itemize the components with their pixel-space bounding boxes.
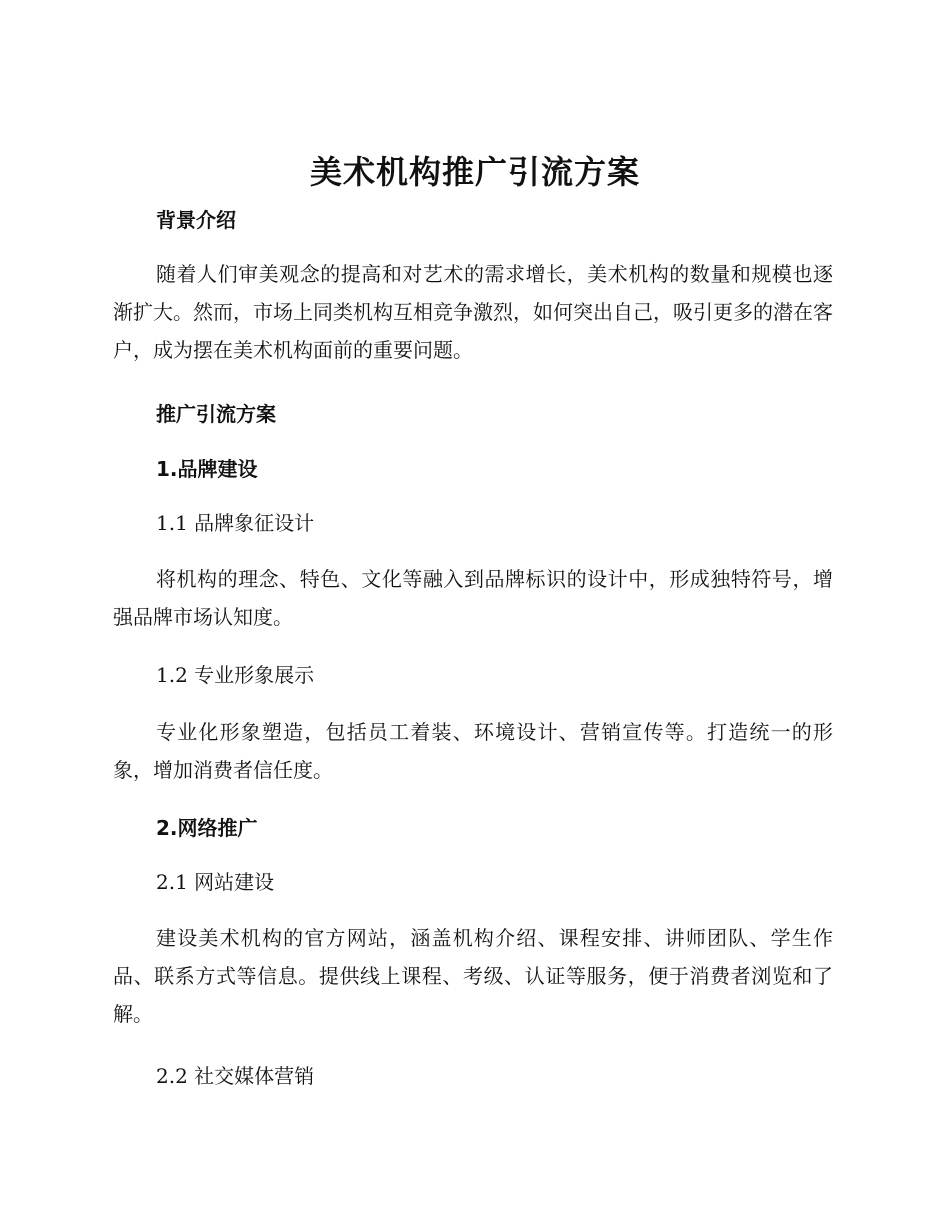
background-paragraph: 随着人们审美观念的提高和对艺术的需求增长，美术机构的数量和规模也逐渐扩大。然而，市场上同类机构互相竞争激烈，如何突出自己，吸引更多的潜在客户，成为摆在美术机构面前的重要问题。 [113,262,833,362]
section1-sub1-title: 1.1 品牌象征设计 [156,511,315,535]
section2-sub1-text: 建设美术机构的官方网站，涵盖机构介绍、课程安排、讲师团队、学生作品、联系方式等信息。提供线上课程、考级、认证等服务，便于消费者浏览和了解。 [113,926,833,1026]
background-heading: 背景介绍 [156,208,236,232]
section2-sub2-title: 2.2 社交媒体营销 [156,1064,315,1088]
section1-sub2-title: 1.2 专业形象展示 [156,663,315,687]
section1-heading: 1.品牌建设 [156,457,258,481]
document-title: 美术机构推广引流方案 [309,153,640,191]
section2-sub1-title: 2.1 网站建设 [156,870,275,894]
plan-heading: 推广引流方案 [156,402,276,426]
section2-heading: 2.网络推广 [156,816,258,840]
section1-sub1-text: 将机构的理念、特色、文化等融入到品牌标识的设计中，形成独特符号，增强品牌市场认知度。 [113,567,833,629]
section1-sub2-text: 专业化形象塑造，包括员工着装、环境设计、营销宣传等。打造统一的形象，增加消费者信任度。 [113,720,833,782]
